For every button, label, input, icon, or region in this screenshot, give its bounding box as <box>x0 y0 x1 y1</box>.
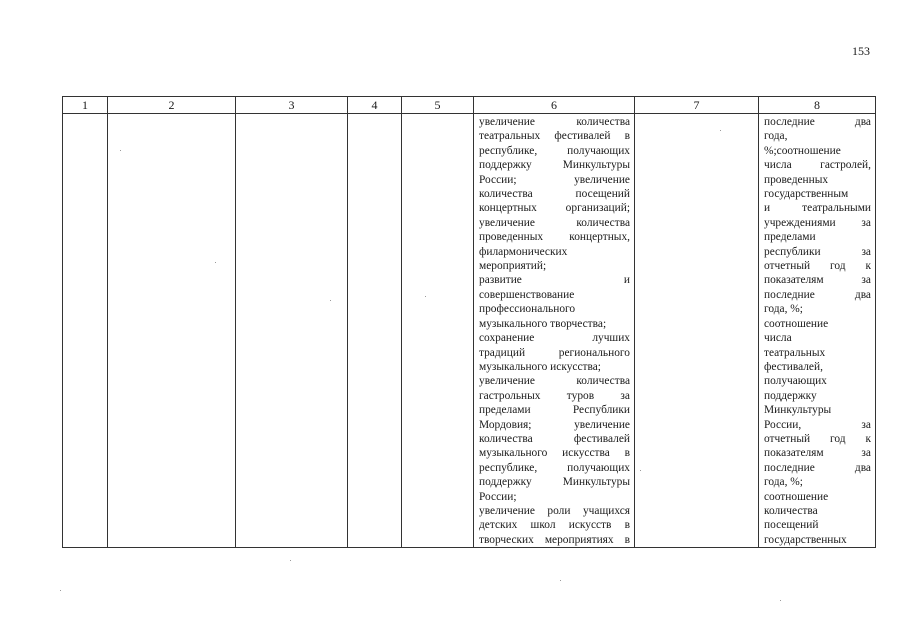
indicators-text-line: показателям за <box>764 274 871 287</box>
column-header-8: 8 <box>759 97 876 114</box>
results-text <box>474 114 634 547</box>
indicators-text-line: %;соотношение <box>764 144 841 157</box>
indicators-text-line: отчетный год к <box>764 260 871 273</box>
results-text-line: пределами Республики <box>479 404 630 417</box>
indicators-text-line: проведенных <box>764 173 829 186</box>
results-text-line: музыкального творчества; <box>479 317 607 330</box>
indicators-text-line: Минкультуры <box>764 404 832 417</box>
cell-col-2 <box>108 114 236 548</box>
indicators-text-line: последние два <box>764 116 871 128</box>
column-header-3: 3 <box>236 97 348 114</box>
indicators-text-line: соотношение <box>764 317 829 330</box>
indicators-text-line: фестивалей, <box>764 360 823 373</box>
results-text-line: увеличение роли учащихся <box>479 504 630 517</box>
indicators-text-line: государственных <box>764 533 847 546</box>
column-header-2: 2 <box>108 97 236 114</box>
results-text-line: республике, получающих <box>479 461 630 474</box>
results-text-line: мероприятий; <box>479 260 547 273</box>
cell-col-1 <box>63 114 108 548</box>
cell-col-8 <box>759 114 876 548</box>
results-text-line: музыкального искусства в <box>479 447 630 460</box>
indicators-text-line: посещений <box>764 519 819 532</box>
results-text-line: традиций регионального <box>479 346 630 359</box>
results-text-line: профессионального <box>479 303 576 316</box>
indicator-table <box>62 96 876 548</box>
results-text-line: России; увеличение <box>479 173 630 186</box>
column-header-4: 4 <box>348 97 402 114</box>
header-row <box>63 97 876 114</box>
results-text-line: филармонических <box>479 245 568 258</box>
results-text-line: увеличение количества <box>479 116 630 128</box>
column-header-5: 5 <box>402 97 474 114</box>
indicators-text-line: поддержку <box>764 389 817 402</box>
results-text-line: Мордовия; увеличение <box>479 418 630 431</box>
column-header-7: 7 <box>635 97 759 114</box>
results-text-line: республике, получающих <box>479 144 630 157</box>
indicators-text-line: года, %; <box>764 303 803 316</box>
cell-col-5 <box>402 114 474 548</box>
results-text-line: количества посещений <box>479 188 630 201</box>
indicators-text-line: показателям за <box>764 447 871 460</box>
indicators-text-line: года, <box>764 130 788 143</box>
indicators-text <box>759 114 875 547</box>
column-header-1: 1 <box>63 97 108 114</box>
indicators-text-line: учреждениями за <box>764 216 871 229</box>
results-text-line: развитие и <box>479 274 630 287</box>
cell-col-6 <box>474 114 635 548</box>
indicators-text-line: получающих <box>764 375 827 388</box>
results-text-line: России; <box>479 490 517 503</box>
results-text-line: детских школ искусств в <box>479 519 630 532</box>
indicators-text-line: количества <box>764 504 818 517</box>
results-text-line: совершенствование <box>479 288 575 301</box>
table-row <box>63 114 876 548</box>
indicators-text-line: республики за <box>764 245 871 258</box>
indicators-text-line: и театральными <box>764 202 871 215</box>
cell-col-4 <box>348 114 402 548</box>
indicators-text-line: года, %; <box>764 476 803 489</box>
results-text-line: театральных фестивалей в <box>479 130 630 143</box>
cell-col-7 <box>635 114 759 548</box>
indicators-text-line: последние два <box>764 288 871 301</box>
results-text-line: увеличение количества <box>479 375 630 388</box>
results-text-line: концертных организаций; <box>479 202 630 215</box>
results-text-line: увеличение количества <box>479 216 630 229</box>
indicators-text-line: отчетный год к <box>764 432 871 445</box>
indicators-text-line: государственным <box>764 188 849 201</box>
results-text-line: количества фестивалей <box>479 432 630 445</box>
results-text-line: музыкального искусства; <box>479 360 601 373</box>
indicators-text-line: России, за <box>764 418 871 431</box>
indicators-text-line: пределами <box>764 231 816 244</box>
indicators-text-line: последние два <box>764 461 871 474</box>
results-text-line: сохранение лучших <box>479 332 630 345</box>
indicators-text-line: числа <box>764 332 792 345</box>
cell-col-3 <box>236 114 348 548</box>
results-text-line: творческих мероприятиях в <box>479 533 630 546</box>
indicators-text-line: числа гастролей, <box>764 159 871 172</box>
results-text-line: поддержку Минкультуры <box>479 159 630 172</box>
results-text-line: проведенных концертных, <box>479 231 630 244</box>
indicators-text-line: соотношение <box>764 490 829 503</box>
page-number: 153 <box>852 44 870 58</box>
indicators-text-line: театральных <box>764 346 826 359</box>
column-header-6: 6 <box>474 97 635 114</box>
results-text-line: поддержку Минкультуры <box>479 476 630 489</box>
results-text-line: гастрольных туров за <box>479 389 630 402</box>
